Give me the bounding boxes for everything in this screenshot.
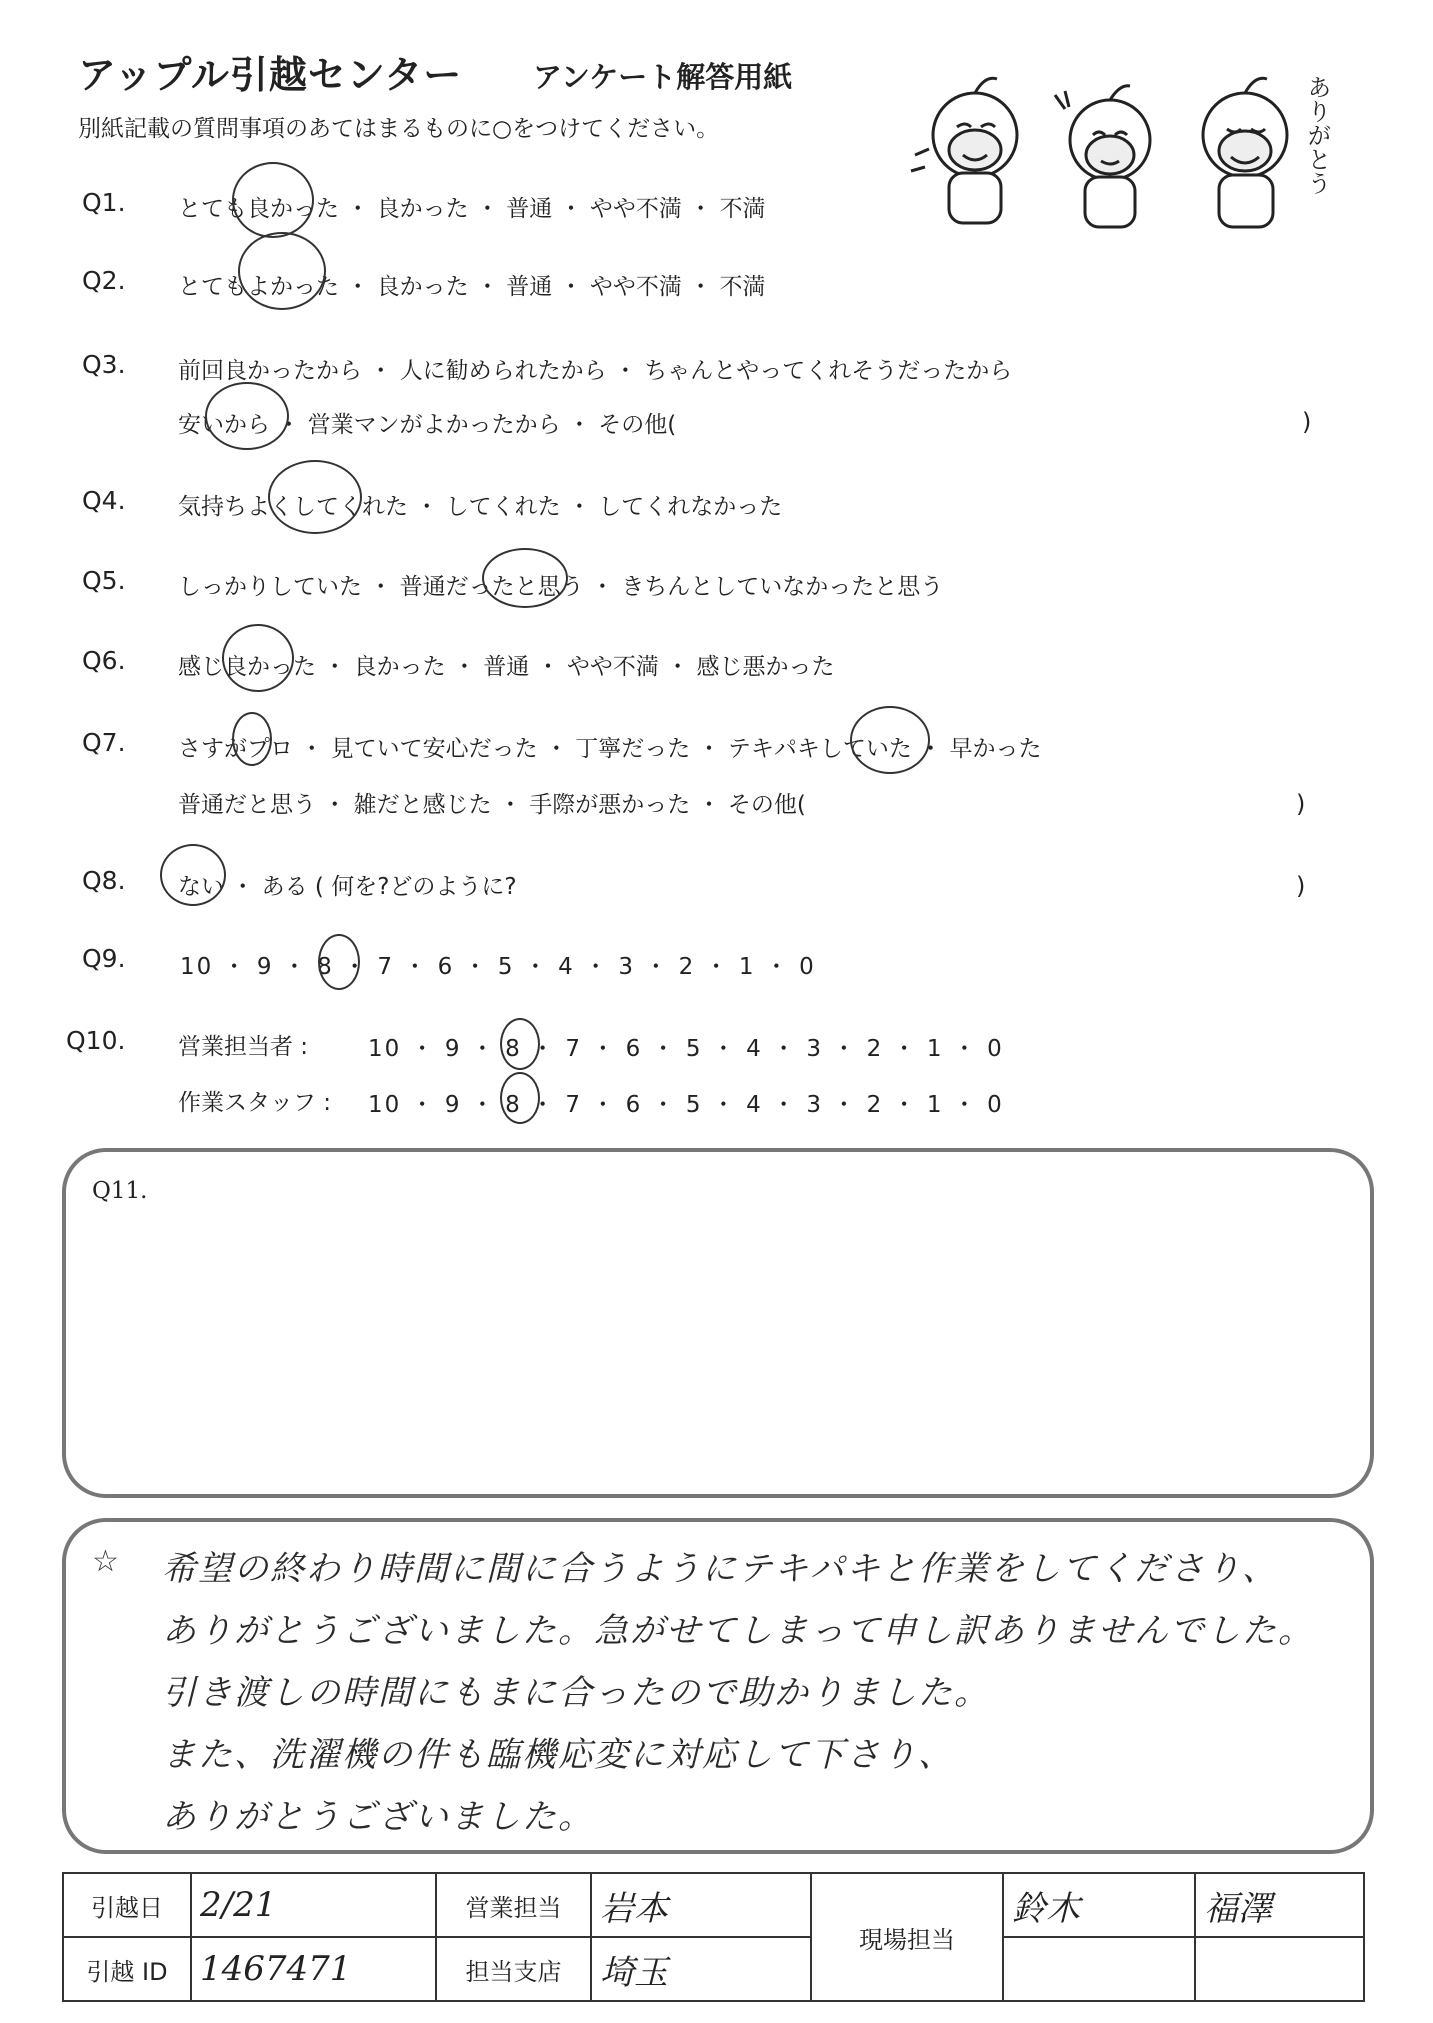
q3-options-line2[interactable]: 安いから ・ 営業マンがよかったから ・ その他( — [178, 412, 677, 438]
q1-option-5[interactable]: 不満 — [719, 196, 766, 222]
move-id-label: 引越 ID — [63, 1937, 191, 2001]
move-date-value[interactable]: 2/21 — [191, 1873, 436, 1937]
q7-options-line2[interactable]: 普通だと思う ・ 雑だと感じた ・ 手際が悪かった ・ その他( — [178, 792, 806, 818]
q5-number: Q5. — [82, 566, 126, 595]
q10-staff-scale[interactable]: 10 ・ 9 ・ 8 ・ 7 ・ 6 ・ 5 ・ 4 ・ 3 ・ 2 ・ 1 ・ 0 — [368, 1092, 1004, 1118]
move-id-value[interactable]: 1467471 — [191, 1937, 436, 2001]
q1-option-4[interactable]: やや不満 — [589, 196, 682, 222]
comment-line: ありがとうございました。急がせてしまって申し訳ありませんでした。 — [162, 1611, 1314, 1651]
q8-number: Q8. — [82, 866, 126, 895]
q10-sales-scale[interactable]: 10 ・ 9 ・ 8 ・ 7 ・ 6 ・ 5 ・ 4 ・ 3 ・ 2 ・ 1 ・ 0 — [368, 1036, 1004, 1062]
site-staff-4-value[interactable] — [1195, 1937, 1364, 2001]
form-subtitle: アンケート解答用紙 — [533, 60, 793, 94]
q11-number: Q11. — [92, 1178, 148, 1204]
q11-answer-box[interactable] — [62, 1148, 1374, 1498]
q6-number: Q6. — [82, 646, 126, 675]
branch-value[interactable]: 埼玉 — [591, 1937, 811, 2001]
q2-option-5[interactable]: 不満 — [719, 274, 766, 300]
monkey-surprised-icon — [1055, 86, 1150, 227]
q9-number: Q9. — [82, 944, 126, 973]
q7-close-paren: ) — [1296, 790, 1306, 818]
q9-scale[interactable]: 10 ・ 9 ・ 8 ・ 7 ・ 6 ・ 5 ・ 4 ・ 3 ・ 2 ・ 1 ・ 0 — [180, 954, 816, 980]
branch-label: 担当支店 — [436, 1937, 591, 2001]
q1-options: とても良かった ・ 良かった ・ 普通 ・ やや不満 ・ 不満 — [178, 196, 766, 222]
q3-close-paren: ) — [1302, 408, 1312, 436]
sales-rep-label: 営業担当 — [436, 1873, 591, 1937]
q3-options-line1[interactable]: 前回良かったから ・ 人に勧められたから ・ ちゃんとやってくれそうだったから — [178, 358, 1013, 384]
q1-number: Q1. — [82, 188, 126, 217]
q2-option-4[interactable]: やや不満 — [589, 274, 682, 300]
q4-number: Q4. — [82, 486, 126, 515]
star-icon: ☆ — [92, 1544, 119, 1579]
q2-number: Q2. — [82, 266, 126, 295]
q2-option-2[interactable]: 良かった — [376, 274, 469, 300]
q10-sales-label: 営業担当者 : — [178, 1034, 309, 1060]
site-staff-label: 現場担当 — [811, 1873, 1003, 2001]
comment-line: また、洗濯機の件も臨機応変に対応して下さり、 — [162, 1735, 954, 1775]
sales-rep-value[interactable]: 岩本 — [591, 1873, 811, 1937]
comment-line: 引き渡しの時間にもまに合ったので助かりました。 — [162, 1673, 990, 1713]
q7-options-line1[interactable]: さすがプロ ・ 見ていて安心だった ・ 丁寧だった ・ テキパキしていた ・ 早かった — [178, 736, 1042, 762]
move-info-table — [62, 1872, 1365, 2002]
instructions: 別紙記載の質問事項のあてはまるものに○をつけてください。 — [78, 116, 720, 142]
q7-number: Q7. — [82, 728, 126, 757]
q2-option-3[interactable]: 普通 — [506, 274, 553, 300]
mascot-illustration — [905, 55, 1355, 245]
q8-close-paren: ) — [1296, 872, 1306, 900]
q1-option-1[interactable]: とても良かった — [178, 196, 339, 222]
comment-text — [162, 1538, 1314, 1848]
monkey-smiling-icon — [1203, 78, 1287, 227]
comment-line: ありがとうございました。 — [162, 1797, 594, 1837]
site-staff-1-value[interactable]: 鈴木 — [1003, 1873, 1195, 1937]
q3-number: Q3. — [82, 350, 126, 379]
q8-options[interactable]: ない ・ ある ( 何を?どのように? — [178, 874, 517, 900]
company-title: アップル引越センター — [78, 53, 463, 97]
q4-options[interactable]: 気持ちよくしてくれた ・ してくれた ・ してくれなかった — [178, 494, 783, 520]
q1-option-3[interactable]: 普通 — [506, 196, 553, 222]
site-staff-2-value[interactable]: 福澤 — [1195, 1873, 1364, 1937]
move-date-label: 引越日 — [63, 1873, 191, 1937]
comment-box[interactable] — [62, 1518, 1374, 1854]
q2-option-1[interactable]: とてもよかった — [178, 274, 339, 300]
comment-line: 希望の終わり時間に間に合うようにテキパキと作業をしてくださり、 — [162, 1549, 1278, 1589]
q2-options: とてもよかった ・ 良かった ・ 普通 ・ やや不満 ・ 不満 — [178, 274, 766, 300]
monkey-laughing-icon — [911, 78, 1017, 223]
thanks-vertical-text: ありがとう — [1303, 75, 1331, 195]
q10-number: Q10. — [66, 1026, 126, 1055]
q5-options[interactable]: しっかりしていた ・ 普通だったと思う ・ きちんとしていなかったと思う — [178, 574, 944, 600]
q10-staff-label: 作業スタッフ : — [178, 1090, 332, 1116]
q6-options[interactable]: 感じ良かった ・ 良かった ・ 普通 ・ やや不満 ・ 感じ悪かった — [178, 654, 835, 680]
site-staff-3-value[interactable] — [1003, 1937, 1195, 2001]
q1-option-2[interactable]: 良かった — [376, 196, 469, 222]
